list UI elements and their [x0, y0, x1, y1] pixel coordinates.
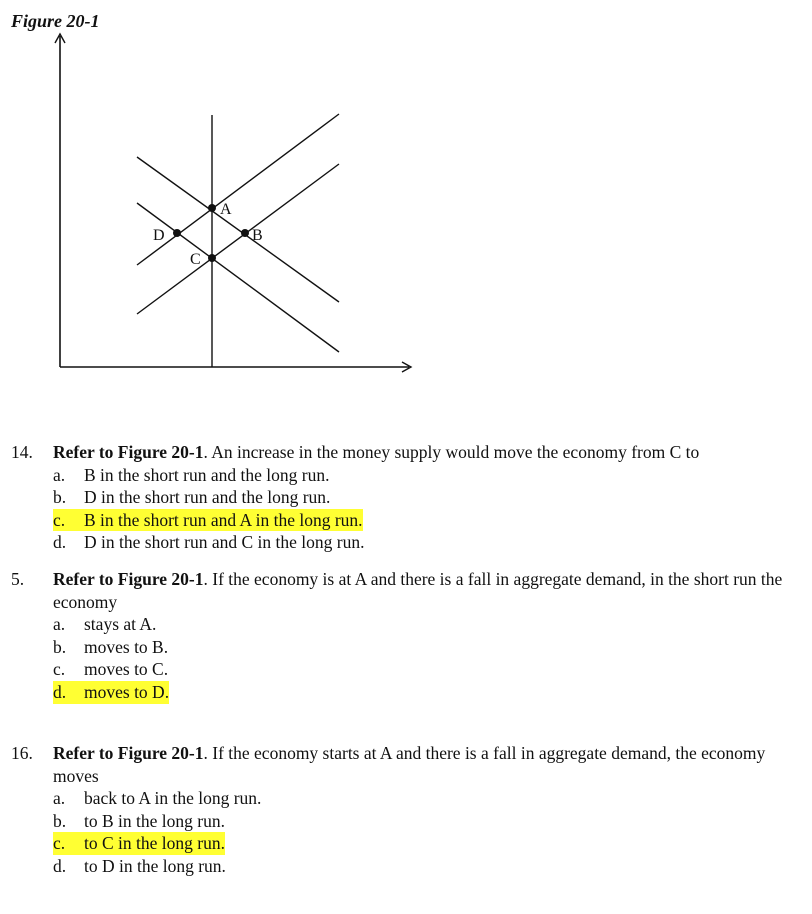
option-letter: a.	[53, 464, 66, 485]
option-letter: b.	[53, 636, 67, 657]
answer-options	[53, 787, 261, 877]
option-text: B in the short run and A in the long run.	[84, 509, 363, 530]
option-text: back to A in the long run.	[84, 788, 262, 809]
sras-curve-lower	[137, 164, 339, 314]
point-b-label: B	[252, 227, 263, 244]
figure-title: Figure 20-1	[11, 11, 100, 31]
question-stem	[53, 742, 783, 787]
option-text: stays at A.	[84, 614, 157, 635]
question-stem	[53, 441, 783, 464]
option-d[interactable]	[53, 531, 364, 554]
option-text: to C in the long run.	[84, 833, 225, 854]
option-letter: d.	[53, 532, 67, 553]
sras-curve-upper	[137, 114, 339, 265]
option-a[interactable]	[53, 787, 261, 810]
option-c[interactable]	[53, 658, 169, 681]
option-text: moves to C.	[84, 659, 169, 680]
figure-reference: Refer to Figure 20-1	[53, 569, 204, 589]
question-text: . If the economy is at A and there is a fall in aggregate demand, in the short run the economy	[53, 569, 783, 612]
option-text: D in the short run and C in the long run.	[84, 532, 365, 553]
point-d-label: D	[153, 227, 165, 244]
question-number: 14.	[11, 442, 33, 462]
question-text: . An increase in the money supply would move the economy from C to	[203, 442, 700, 462]
option-letter: c.	[53, 832, 84, 855]
option-letter: b.	[53, 487, 67, 508]
option-letter: c.	[53, 659, 66, 680]
option-text: moves to D.	[84, 681, 170, 702]
figure-20-1-diagram	[0, 0, 812, 400]
answer-options	[53, 464, 364, 554]
point-b-marker	[241, 229, 249, 237]
answer-options	[53, 613, 169, 703]
option-text: D in the short run and the long run.	[84, 487, 331, 508]
question-number: 5.	[11, 569, 25, 589]
option-letter: d.	[53, 855, 67, 876]
option-letter: b.	[53, 810, 67, 831]
point-d-marker	[173, 229, 181, 237]
option-text: B in the short run and the long run.	[84, 464, 330, 485]
option-d[interactable]	[53, 855, 261, 878]
figure-reference: Refer to Figure 20-1	[53, 442, 204, 462]
question-stem	[53, 568, 783, 613]
ad-curve-upper	[137, 157, 339, 302]
option-b[interactable]	[53, 486, 364, 509]
option-text: to D in the long run.	[84, 855, 226, 876]
question-number: 16.	[11, 743, 33, 763]
point-c-marker	[208, 254, 216, 262]
option-c-highlighted[interactable]	[53, 509, 364, 532]
option-a[interactable]	[53, 464, 364, 487]
option-text: moves to B.	[84, 636, 169, 657]
option-b[interactable]	[53, 810, 261, 833]
option-letter: a.	[53, 788, 66, 809]
question-text: . If the economy starts at A and there is a fall in aggregate demand, the economy moves	[53, 743, 766, 786]
option-c-highlighted[interactable]	[53, 832, 261, 855]
point-c-label: C	[190, 251, 201, 268]
option-letter: c.	[53, 509, 84, 532]
point-a-marker	[208, 204, 216, 212]
ad-curve-lower	[137, 203, 339, 352]
figure-reference: Refer to Figure 20-1	[53, 743, 204, 763]
point-a-label: A	[220, 201, 232, 218]
option-a[interactable]	[53, 613, 169, 636]
option-d-highlighted[interactable]	[53, 681, 169, 704]
option-letter: d.	[53, 681, 84, 704]
option-letter: a.	[53, 614, 66, 635]
option-b[interactable]	[53, 636, 169, 659]
option-text: to B in the long run.	[84, 810, 225, 831]
